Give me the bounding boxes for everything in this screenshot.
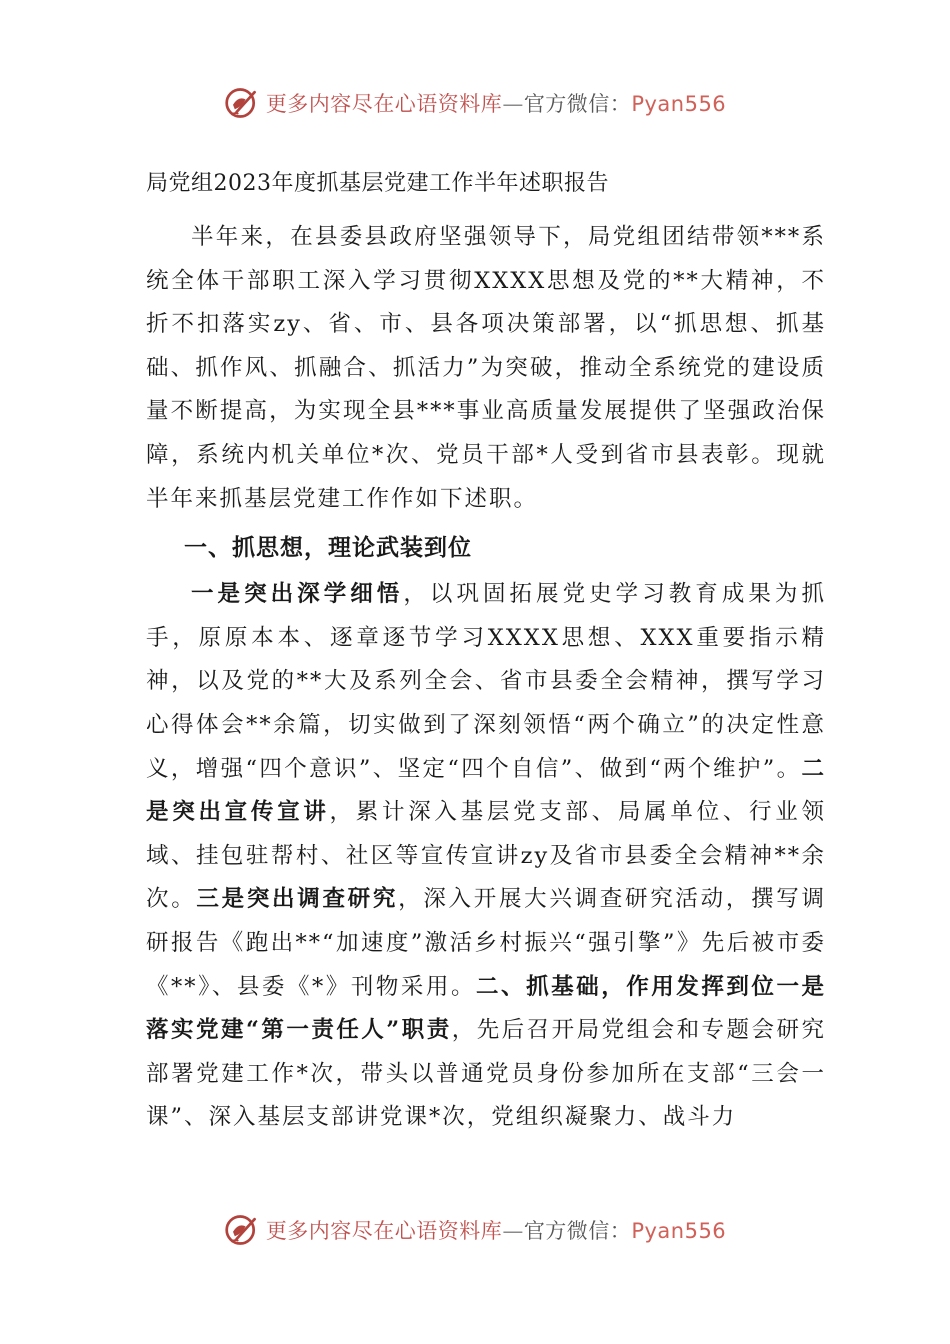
footer-banner [0,1207,950,1253]
bold-lead-4: 二、抓基础，作用发挥到位一是落实党建“第一责任人”职责 [146,973,826,1044]
header-banner [0,80,950,126]
bold-lead-3: 三是突出调查研究 [196,886,399,913]
bold-lead-2: 二是突出宣传宣讲 [146,755,826,826]
banner-slogan: 更多内容尽在心语资料库 [265,1219,503,1243]
document-title: 局党组2023年度抓基层党建工作半年述职报告 [146,171,609,196]
document-body [146,160,826,1140]
paragraph-text-1: ，以巩固拓展党史学习教育成果为抓手，原原本本、逐章逐节学习XXXX思想、XXX重要指示精神，以及党的**大及系列全会、省市县委全会精神，撰写学习心得体会**余篇，切实做到了深刻领悟“两个确立”的决定性意义，增强“四个意识”、坚定“四个自信”、做到“两个维护”。 [146,581,826,782]
pen-logo-icon [224,85,260,121]
banner-separator: — [502,92,524,116]
paragraph-text-4: ，先后召开局党组会和专题会研究部署党建工作*次，带头以普通党员身份参加所在支部“三会一课”、深入基层支部讲党课*次，党组织凝聚力、战斗力 [146,1017,826,1131]
intro-paragraph: 半年来，在县委县政府坚强领导下，局党组团结带领***系统全体干部职工深入学习贯彻XXXX思想及党的**大精神，不折不扣落实zy、省、市、县各项决策部署，以“抓思想、抓基础、抓作风、抓融合、抓活力”为突破，推动全系统党的建设质量不断提高，为实现全县***事业高质量发展提供了坚强政治保障，系统内机关单位*次、党员干部*人受到省市县表彰。现就半年来抓基层党建工作作如下述职。 [146,224,826,512]
section1-paragraph [146,573,826,1140]
banner-wechat-id: Pyan556 [631,92,727,116]
paragraph-text-3: ，深入开展大兴调查研究活动，撰写调研报告《跑出**“加速度”激活乡村振兴“强引擎”》先后被市委《**》、县委《*》刊物采用。 [146,886,826,1000]
banner-text [266,88,726,118]
banner-wechat-label: 官方微信： [523,92,632,116]
banner-wechat-id: Pyan556 [631,1219,727,1243]
paragraph-text-2: ，累计深入基层党支部、局属单位、行业领域、挂包驻帮村、社区等宣传宣讲zy及省市县委全会精神**余次。 [146,799,826,913]
banner-wechat-label: 官方微信： [523,1219,632,1243]
bold-lead-1: 一是突出深学细悟 [191,581,404,608]
pen-logo-icon [224,1212,260,1248]
banner-text [266,1215,726,1245]
section-heading-1: 一、抓思想，理论武装到位 [184,534,472,562]
banner-separator: — [502,1219,524,1243]
banner-slogan: 更多内容尽在心语资料库 [265,92,503,116]
